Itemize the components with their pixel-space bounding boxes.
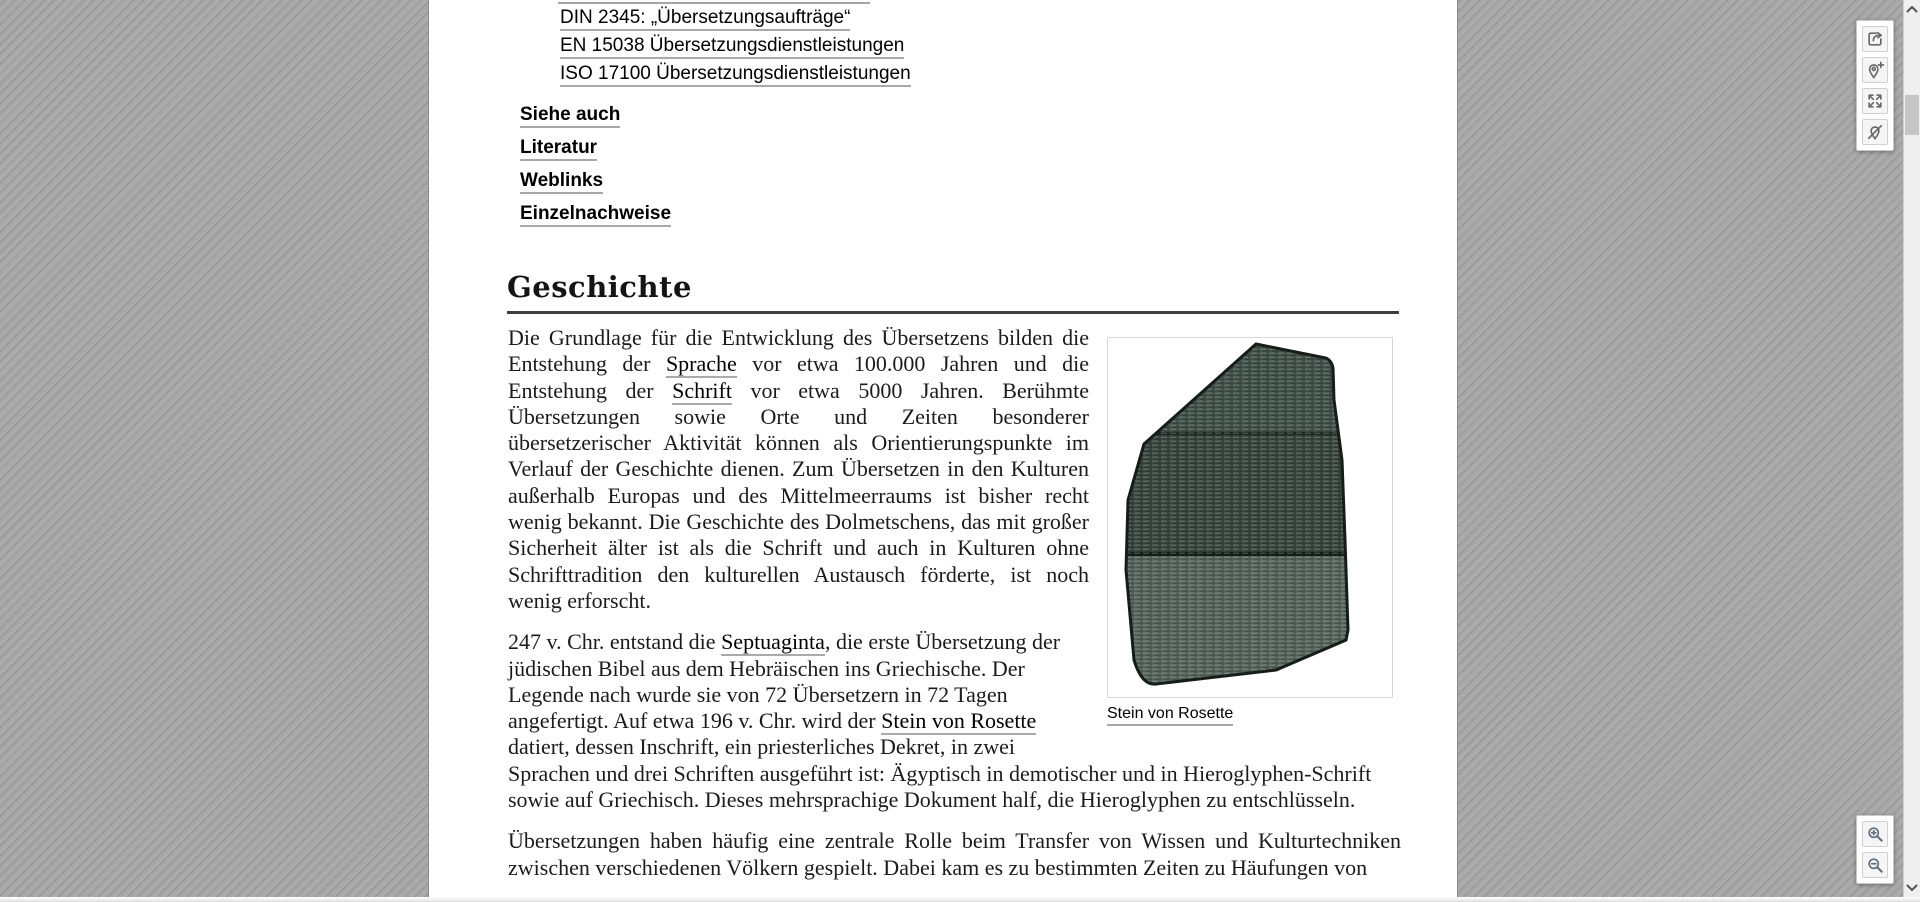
- figure-caption: [1107, 704, 1393, 724]
- rosetta-stone-image[interactable]: [1107, 337, 1393, 698]
- add-pin-button[interactable]: [1862, 57, 1888, 83]
- document-page: [428, 0, 1458, 902]
- pin-add-icon: [1865, 60, 1885, 80]
- scroll-up-icon[interactable]: [1904, 1, 1920, 17]
- vertical-scrollbar[interactable]: [1903, 0, 1920, 897]
- share-icon: [1865, 29, 1885, 49]
- text-run: vor etwa 100.000 Jahren und die Entstehung der: [508, 351, 1089, 403]
- text-run: , die erste Übersetzung der jüdischen Bibel aus dem Hebräischen ins Griechische. Der Legende nach wurde sie von 72 Übersetzern in 72 Tagen angefertigt. Auf etwa 196 v. Chr. wird der: [508, 629, 1061, 734]
- pin-off-icon: [1865, 122, 1885, 142]
- share-button[interactable]: [1862, 26, 1888, 52]
- rosetta-stone-illustration: [1116, 340, 1384, 692]
- zoom-in-button[interactable]: [1862, 821, 1888, 847]
- rosetta-stone-figure: [1107, 337, 1393, 724]
- list-item: [520, 131, 671, 164]
- section-heading: Geschichte: [507, 270, 1399, 314]
- list-item: [520, 197, 671, 230]
- text-run: Die Grundlage für die Entwicklung des Übersetzens bilden die Entstehung der: [508, 325, 1089, 377]
- zoom-toolbar: [1856, 815, 1894, 884]
- zoom-out-icon: [1865, 855, 1885, 875]
- scrollbar-thumb[interactable]: [1905, 95, 1919, 135]
- norm-link-din-2345[interactable]: DIN 2345: „Übersetzungsaufträge“: [560, 7, 850, 31]
- section-link-siehe-auch[interactable]: Siehe auch: [520, 104, 620, 128]
- list-item: [520, 98, 671, 131]
- text-run: datiert, dessen Inschrift, ein priesterliches Dekret, in zwei Sprachen und drei Schriften ausgeführt ist: Ägyptisch in demotischer und in Hieroglyphen-Schrift sowie auf Griechisch. Dieses mehrsprachige Dokument half, die Hieroglyphen zu entschlüsseln.: [508, 734, 1372, 813]
- fullscreen-icon: [1865, 91, 1885, 111]
- section-heading-wrap: [507, 270, 1399, 314]
- section-link-literatur[interactable]: Literatur: [520, 137, 597, 161]
- inline-link[interactable]: Schrift: [672, 377, 732, 403]
- list-item: [560, 32, 911, 60]
- annotation-toolbar: [1856, 20, 1894, 151]
- section-link-weblinks[interactable]: Weblinks: [520, 170, 603, 194]
- inline-link[interactable]: Septuaginta: [721, 629, 825, 655]
- section-link-einzelnachweise[interactable]: Einzelnachweise: [520, 203, 671, 227]
- window-bottom-edge: [0, 897, 1920, 902]
- norm-link-iso-17100[interactable]: ISO 17100 Übersetzungsdienstleistungen: [560, 63, 911, 87]
- list-item: [520, 164, 671, 197]
- list-item: [560, 60, 911, 88]
- scroll-down-icon[interactable]: [1904, 880, 1920, 896]
- paragraph-history-3: [508, 828, 1401, 881]
- inline-link[interactable]: Sprache: [665, 351, 737, 377]
- section-link-list: [520, 98, 671, 230]
- article-body: [508, 314, 1401, 896]
- hide-pins-button[interactable]: [1862, 119, 1888, 145]
- text-run: 247 v. Chr. entstand die: [508, 629, 722, 655]
- text-run: vor etwa 5000 Jahren. Berühmte Übersetzungen sowie Orte und Zeiten besonderer übersetzerischer Aktivität können als Orientierungspunkte im Verlauf der Geschichte dienen. Zum Übersetzen in den Kulturen außerhalb Europas und des Mittelmeerraums ist bisher recht wenig bekannt. Die Geschichte des Dolmetschens, das mit großer Sicherheit älter ist als die Schrift und auch in Kulturen ohne Schrifttradition den kulturellen Austausch förderte, ist noch wenig erforscht.: [508, 377, 1089, 613]
- zoom-out-button[interactable]: [1862, 852, 1888, 878]
- norms-link-list: [560, 4, 911, 88]
- figure-caption-link[interactable]: Stein von Rosette: [1107, 705, 1233, 726]
- zoom-in-icon: [1865, 824, 1885, 844]
- fullscreen-button[interactable]: [1862, 88, 1888, 114]
- list-item: [560, 4, 911, 32]
- inline-link[interactable]: Stein von Rosette: [881, 708, 1037, 734]
- text-run: Übersetzungen haben häufig eine zentrale Rolle beim Transfer von Wissen und Kulturtechniken zwischen verschiedenen Völkern gespielt. Dabei kam es zu bestimmten Zeiten zu Häufungen von: [508, 828, 1401, 880]
- norm-link-en-15038[interactable]: EN 15038 Übersetzungsdienstleistungen: [560, 35, 904, 59]
